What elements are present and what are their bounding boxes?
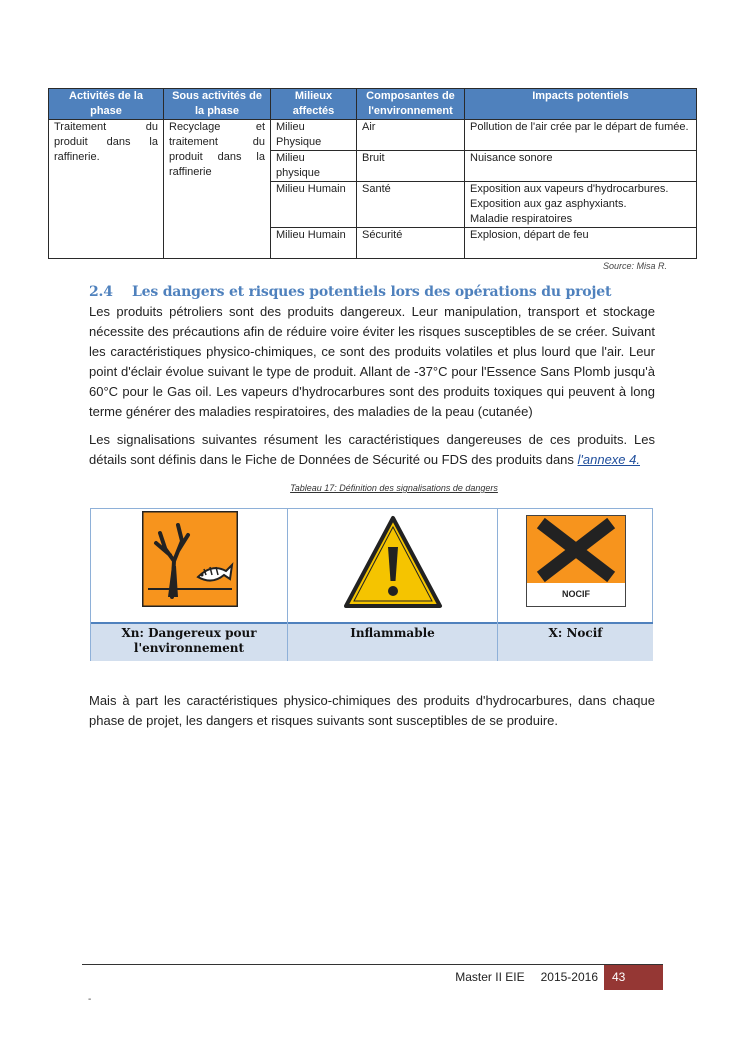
hazard-label-inflammable: Inflammable: [288, 622, 497, 661]
header-composantes: Composantes de l'environnement: [357, 89, 465, 120]
header-activites: Activités de la phase: [49, 89, 164, 120]
milieu-cell: Milieu Humain: [271, 228, 357, 259]
nocif-cross-icon: [526, 515, 626, 607]
hazard-cell-nocif: [498, 509, 653, 660]
hazard-table: [90, 508, 653, 661]
composante-cell: Bruit: [357, 151, 465, 182]
composante-cell: Air: [357, 120, 465, 151]
nocif-sign-text: NOCIF: [562, 589, 590, 599]
milieu-cell: Milieu Physique: [271, 120, 357, 151]
footer-info: [455, 970, 598, 984]
sub-activity-cell: Recyclage et traitement du produit dans la raffinerie: [164, 120, 271, 259]
hazard-label-nocif: X: Nocif: [498, 622, 653, 661]
footer-program: Master II EIE: [455, 970, 525, 984]
hazard-label-environment: Xn: Dangereux pour l'environnement: [91, 622, 287, 661]
header-impacts: Impacts potentiels: [465, 89, 697, 120]
page-number: 43: [604, 965, 663, 990]
composante-cell: Sécurité: [357, 228, 465, 259]
impact-cell: Pollution de l'air crée par le départ de fumée.: [465, 120, 697, 151]
table-source: Source: Misa R.: [602, 261, 667, 271]
paragraph-signalisations-text: Les signalisations suivantes résument les caractéristiques dangereuses de ces produits. Les détails sont définis dans le Fiche de Données de Sécurité ou FDS des produits dans: [89, 432, 655, 467]
impact-cell: Explosion, départ de feu: [465, 228, 697, 259]
section-title: Les dangers et risques potentiels lors des opérations du projet: [132, 284, 612, 300]
paragraph-signalisations: [89, 430, 655, 470]
impact-cell: Nuisance sonore: [465, 151, 697, 182]
section-heading: [89, 284, 611, 300]
composante-cell: Santé: [357, 182, 465, 228]
footer-years: 2015-2016: [540, 970, 598, 984]
impact-line: Exposition aux gaz asphyxiants.: [470, 198, 627, 210]
environment-hazard-icon: [142, 511, 238, 607]
footer-dash: -: [88, 994, 92, 1005]
table-caption: Tableau 17: Définition des signalisations de dangers: [290, 483, 498, 493]
milieu-cell: Milieu physique: [271, 151, 357, 182]
annexe-link[interactable]: l'annexe 4.: [577, 452, 640, 467]
milieu-cell: Milieu Humain: [271, 182, 357, 228]
activity-cell: Traitement du produit dans la raffinerie.: [49, 120, 164, 259]
hazard-cell-environment: [91, 509, 288, 660]
warning-triangle-icon: [343, 515, 443, 611]
table-header-row: [49, 89, 697, 120]
paragraph-dangers: Les produits pétroliers sont des produits dangereux. Leur manipulation, transport et stockage nécessite des précautions afin de réduire voire éviter les risques susceptibles de se créer. Suivant les caractéristiques physico-chimiques, ce sont des produits volatiles et plus lourd que l'air. Leur point d'éclair évolue suivant le type de produit. Allant de -37°C pour l'Essence Sans Plomb jusqu'à 60°C pour le Gas oil. Les vapeurs d'hydrocarbures sont des produits toxiques qui peuvent à long terme générer des maladies respiratoires, des maladies de la peau (cutanée): [89, 304, 655, 419]
paragraph-risques: Mais à part les caractéristiques physico-chimiques des produits d'hydrocarbures, dans chaque phase de projet, les dangers et risques suivants sont susceptibles de se produire.: [89, 693, 655, 728]
footer-divider: [82, 964, 663, 965]
header-sous-activites: Sous activités de la phase: [164, 89, 271, 120]
table-row: [49, 120, 697, 151]
impact-line: Maladie respiratoires: [470, 213, 573, 225]
impact-table: [48, 88, 697, 259]
impact-cell: [465, 182, 697, 228]
section-number: 2.4: [89, 284, 113, 300]
header-milieux: Milieux affectés: [271, 89, 357, 120]
impact-line: Exposition aux vapeurs d'hydrocarbures.: [470, 183, 669, 195]
hazard-cell-inflammable: [288, 509, 498, 660]
